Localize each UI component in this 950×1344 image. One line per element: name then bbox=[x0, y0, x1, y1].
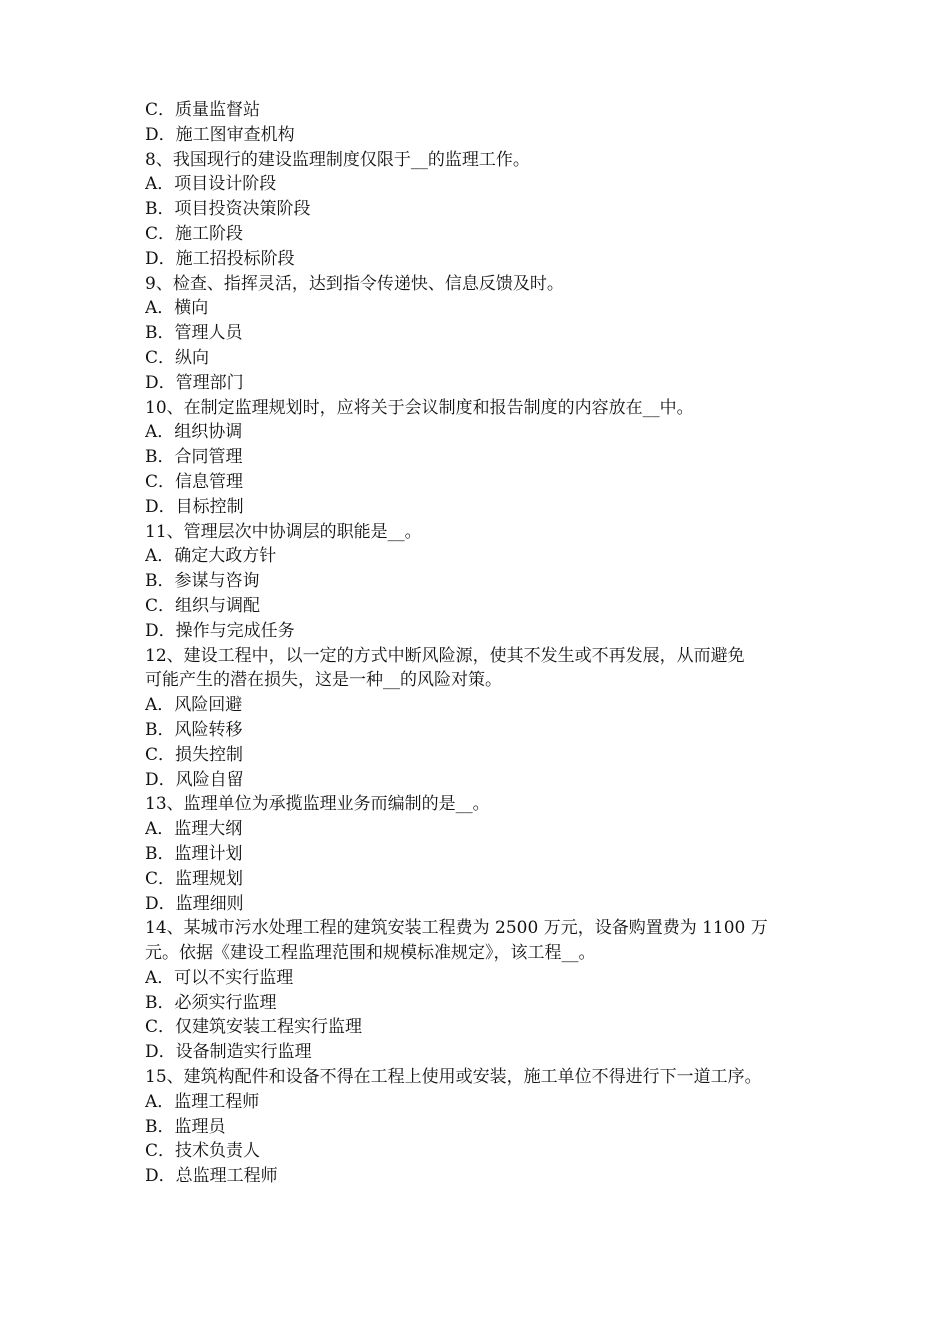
option-a: A．项目设计阶段 bbox=[145, 174, 277, 195]
option-b: B．监理员 bbox=[145, 1116, 226, 1137]
option-a: A．监理工程师 bbox=[145, 1091, 260, 1112]
option-a: A．风险回避 bbox=[145, 695, 243, 716]
option-d: D．风险自留 bbox=[145, 769, 244, 790]
option-b: B．必须实行监理 bbox=[145, 992, 277, 1013]
question-12: 12、建设工程中，以一定的方式中断风险源，使其不发生或不再发展，从而避免 bbox=[145, 645, 745, 666]
option-d: D．管理部门 bbox=[145, 372, 244, 393]
option-b: B．风险转移 bbox=[145, 719, 243, 740]
option-b: B．合同管理 bbox=[145, 447, 243, 468]
question-14-continued: 元。依据《建设工程监理范围和规模标准规定》，该工程__。 bbox=[145, 943, 596, 964]
option-b: B．监理计划 bbox=[145, 843, 243, 864]
option-c: C．损失控制 bbox=[145, 744, 244, 765]
option-c: C．监理规划 bbox=[145, 868, 244, 889]
option-c: C．信息管理 bbox=[145, 471, 244, 492]
option-c: C．纵向 bbox=[145, 347, 210, 368]
option-c: C．组织与调配 bbox=[145, 595, 261, 616]
option-a: A．横向 bbox=[145, 298, 209, 319]
question-11: 11、管理层次中协调层的职能是__。 bbox=[145, 521, 422, 542]
option-b: B．参谋与咨询 bbox=[145, 571, 260, 592]
option-c: C．施工阶段 bbox=[145, 223, 244, 244]
option-c: C．质量监督站 bbox=[145, 100, 261, 120]
question-10: 10、在制定监理规划时，应将关于会议制度和报告制度的内容放在__中。 bbox=[145, 397, 694, 418]
option-a: A．监理大纲 bbox=[145, 819, 243, 840]
question-12-continued: 可能产生的潜在损失，这是一种__的风险对策。 bbox=[145, 670, 502, 691]
option-a: A．可以不实行监理 bbox=[145, 967, 294, 988]
document-body bbox=[145, 98, 820, 1189]
option-d: D．施工招投标阶段 bbox=[145, 248, 295, 269]
option-b: B．项目投资决策阶段 bbox=[145, 199, 311, 220]
option-d: D．总监理工程师 bbox=[145, 1166, 278, 1187]
option-b: B．管理人员 bbox=[145, 323, 243, 344]
question-14: 14、某城市污水处理工程的建筑安装工程费为 2500 万元，设备购置费为 1100 万 bbox=[145, 918, 768, 939]
option-d: D．设备制造实行监理 bbox=[145, 1042, 312, 1063]
option-c: C．技术负责人 bbox=[145, 1141, 261, 1162]
question-9: 9、检查、指挥灵活，达到指令传递快、信息反馈及时。 bbox=[145, 273, 564, 294]
question-13: 13、监理单位为承揽监理业务而编制的是__。 bbox=[145, 794, 490, 815]
option-c: C．仅建筑安装工程实行监理 bbox=[145, 1017, 363, 1038]
question-8: 8、我国现行的建设监理制度仅限于__的监理工作。 bbox=[145, 149, 530, 170]
option-d: D．监理细则 bbox=[145, 893, 244, 914]
option-a: A．确定大政方针 bbox=[145, 546, 277, 567]
option-d: D．操作与完成任务 bbox=[145, 620, 295, 641]
option-a: A．组织协调 bbox=[145, 422, 243, 443]
option-d: D．施工图审查机构 bbox=[145, 124, 295, 145]
option-d: D．目标控制 bbox=[145, 496, 244, 517]
question-15: 15、建筑构配件和设备不得在工程上使用或安装，施工单位不得进行下一道工序。 bbox=[145, 1067, 762, 1088]
